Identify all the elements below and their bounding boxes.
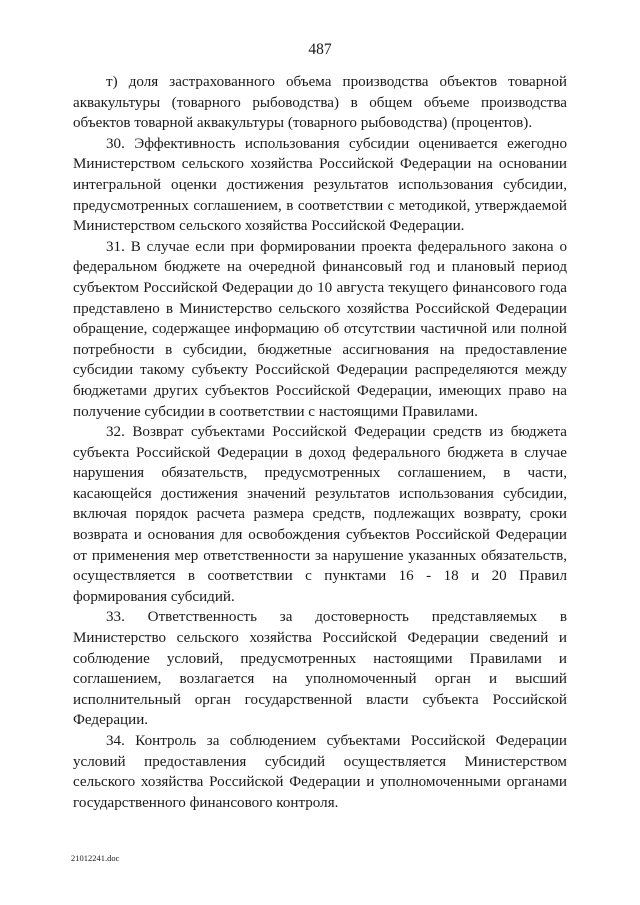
paragraph-t: т) доля застрахованного объема производства объектов товарной аквакультуры (товарного рыбоводства) в общем объеме производства объектов товарной аквакультуры (товарного рыбоводства) (процентов).	[73, 74, 567, 132]
document-body	[73, 72, 567, 813]
paragraph-32: 32. Возврат субъектами Российской Федерации средств из бюджета субъекта Российской Федерации в доход федерального бюджета в случае нарушения обязательств, предусмотренных соглашением, в части, касающейся достижения значений результатов использования субсидии, включая порядок расчета размера средств, подлежащих возврату, сроки возврата и основания для освобождения субъектов Российской Федерации от применения мер ответственности за нарушение указанных обязательств, осуществляется в соответствии с пунктами 16 - 18 и 20 Правил формирования субсидий.	[73, 424, 567, 605]
page-number: 487	[308, 41, 332, 58]
paragraph-30: 30. Эффективность использования субсидии оценивается ежегодно Министерством сельского хозяйства Российской Федерации на основании интегральной оценки достижения результатов использования субсидии, предусмотренных соглашением, в соответствии с методикой, утверждаемой Министерством сельского хозяйства Российской Федерации.	[73, 135, 567, 235]
footer-file-reference: 21012241.doc	[71, 853, 120, 863]
paragraph-34: 34. Контроль за соблюдением субъектами Российской Федерации условий предоставления субсидий осуществляется Министерством сельского хозяйства Российской Федерации и уполномоченными органами государственного финансового контроля.	[73, 733, 567, 811]
paragraph-33: 33. Ответственность за достоверность представляемых в Министерство сельского хозяйства Российской Федерации сведений и соблюдение условий, предусмотренных настоящими Правилами и соглашением, возлагается на уполномоченный орган и высший исполнительный орган государственной власти субъекта Российской Федерации.	[73, 609, 567, 729]
paragraph-31: 31. В случае если при формировании проекта федерального закона о федеральном бюджете на очередной финансовый год и плановый период субъектом Российской Федерации до 10 августа текущего финансового года представлено в Министерство сельского хозяйства Российской Федерации обращение, содержащее информацию об отсутствии частичной или полной потребности в субсидии, бюджетные ассигнования на предоставление субсидии такому субъекту Российской Федерации распределяются между бюджетами других субъектов Российской Федерации, имеющих право на получение субсидии в соответствии с настоящими Правилами.	[73, 238, 567, 420]
